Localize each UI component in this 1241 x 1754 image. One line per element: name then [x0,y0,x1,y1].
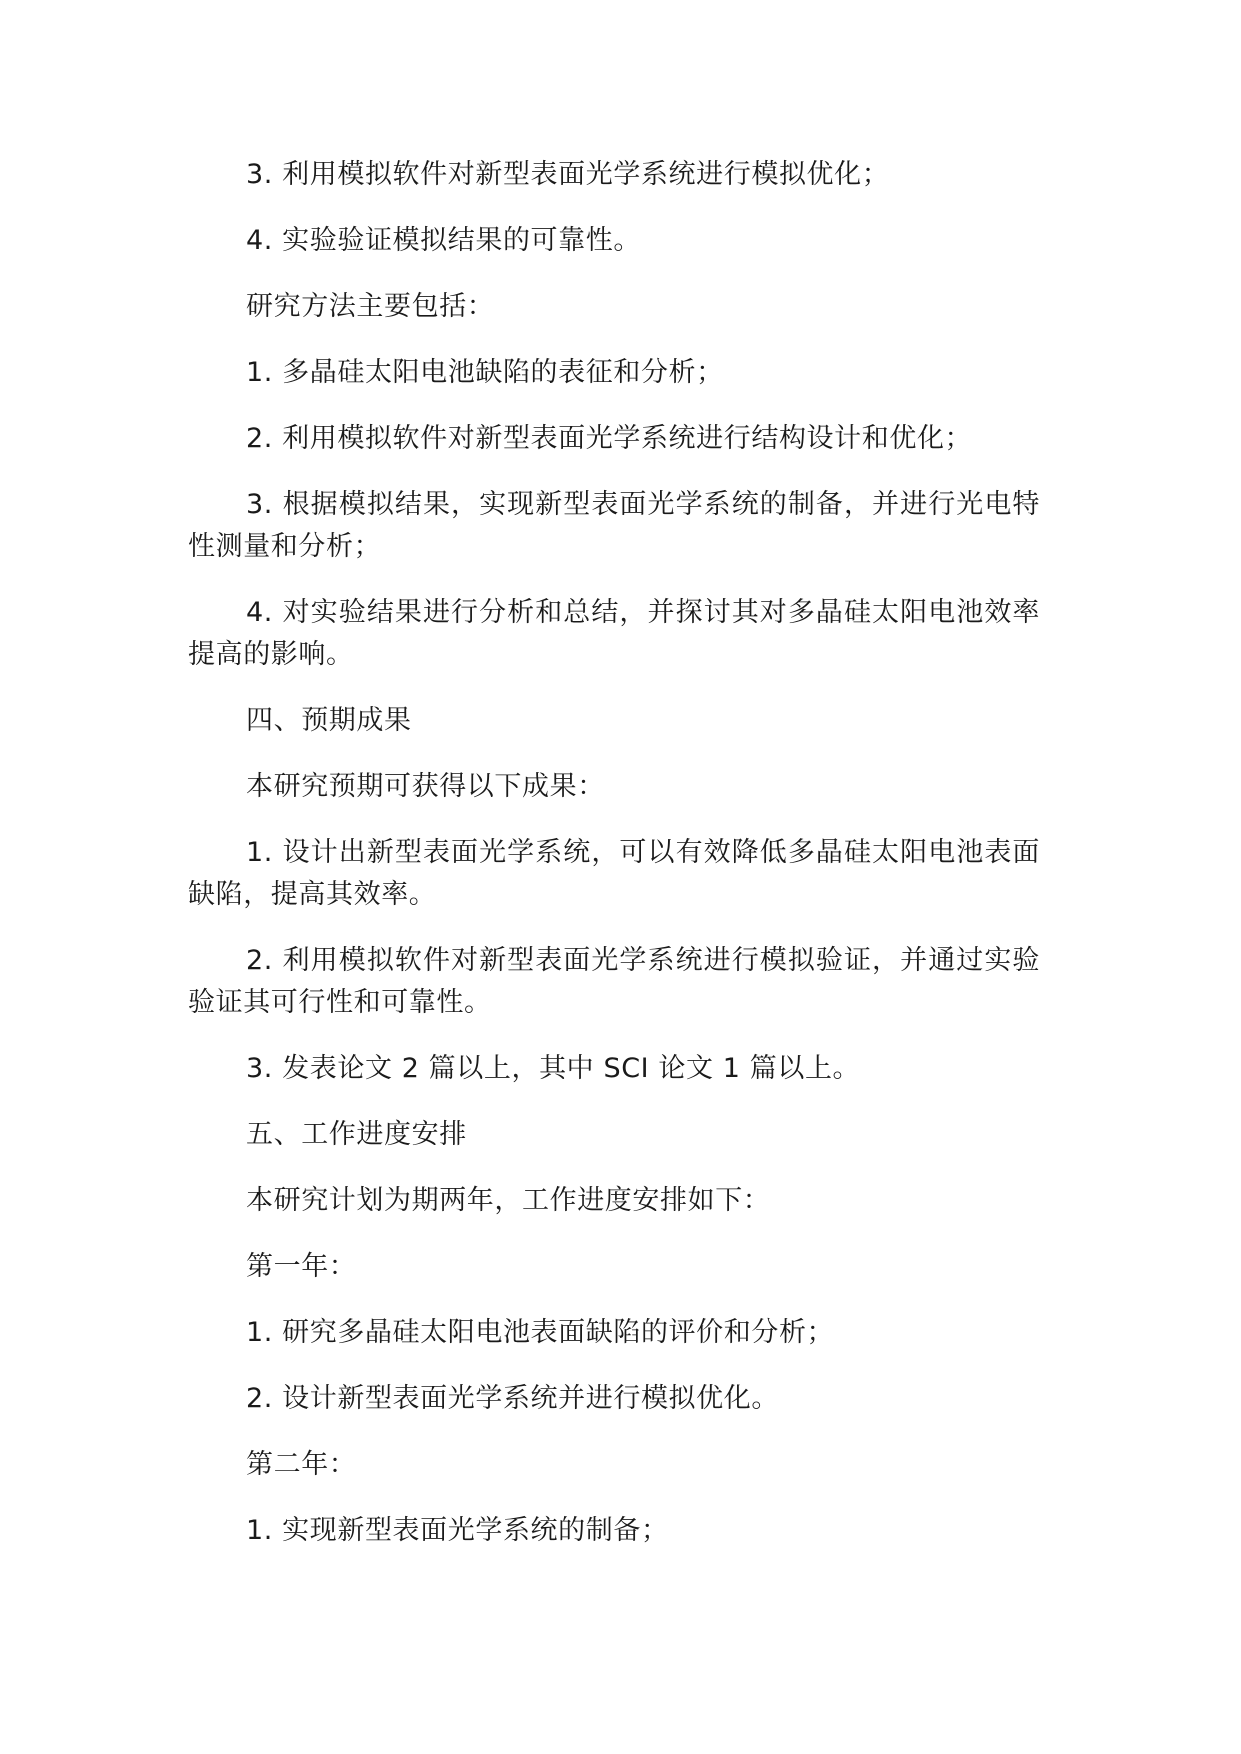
paragraph-results-intro: 本研究预期可获得以下成果： [246,771,605,802]
paragraph-year-two-heading: 第二年： [246,1449,357,1480]
paragraph-result-2: 2. 利用模拟软件对新型表面光学系统进行模拟验证，并通过实验验证其可行性和可靠性。 [188,945,1040,1018]
paragraph-step-3-simulation: 3. 利用模拟软件对新型表面光学系统进行模拟优化； [246,159,890,190]
paragraph-result-3: 3. 发表论文 2 篇以上，其中 SCI 论文 1 篇以上。 [246,1053,861,1084]
section-heading-schedule: 五、工作进度安排 [246,1119,467,1150]
paragraph-year-one-heading: 第一年： [246,1251,357,1282]
paragraph-year-two-task-1: 1. 实现新型表面光学系统的制备； [246,1515,669,1546]
paragraph-method-2: 2. 利用模拟软件对新型表面光学系统进行结构设计和优化； [246,423,973,454]
paragraph-methods-intro: 研究方法主要包括： [246,291,495,322]
paragraph-method-1: 1. 多晶硅太阳电池缺陷的表征和分析； [246,357,724,388]
paragraph-schedule-intro: 本研究计划为期两年，工作进度安排如下： [246,1185,771,1216]
paragraph-result-1: 1. 设计出新型表面光学系统，可以有效降低多晶硅太阳电池表面缺陷，提高其效率。 [188,837,1040,910]
paragraph-year-one-task-2: 2. 设计新型表面光学系统并进行模拟优化。 [246,1383,779,1414]
paragraph-method-4: 4. 对实验结果进行分析和总结，并探讨其对多晶硅太阳电池效率提高的影响。 [188,597,1040,670]
paragraph-method-3: 3. 根据模拟结果，实现新型表面光学系统的制备，并进行光电特性测量和分析； [188,489,1040,562]
paragraph-step-4-validation: 4. 实验验证模拟结果的可靠性。 [246,225,641,256]
section-heading-expected-results: 四、预期成果 [246,705,412,736]
paragraph-year-one-task-1: 1. 研究多晶硅太阳电池表面缺陷的评价和分析； [246,1317,835,1348]
document-body [188,154,1040,1576]
